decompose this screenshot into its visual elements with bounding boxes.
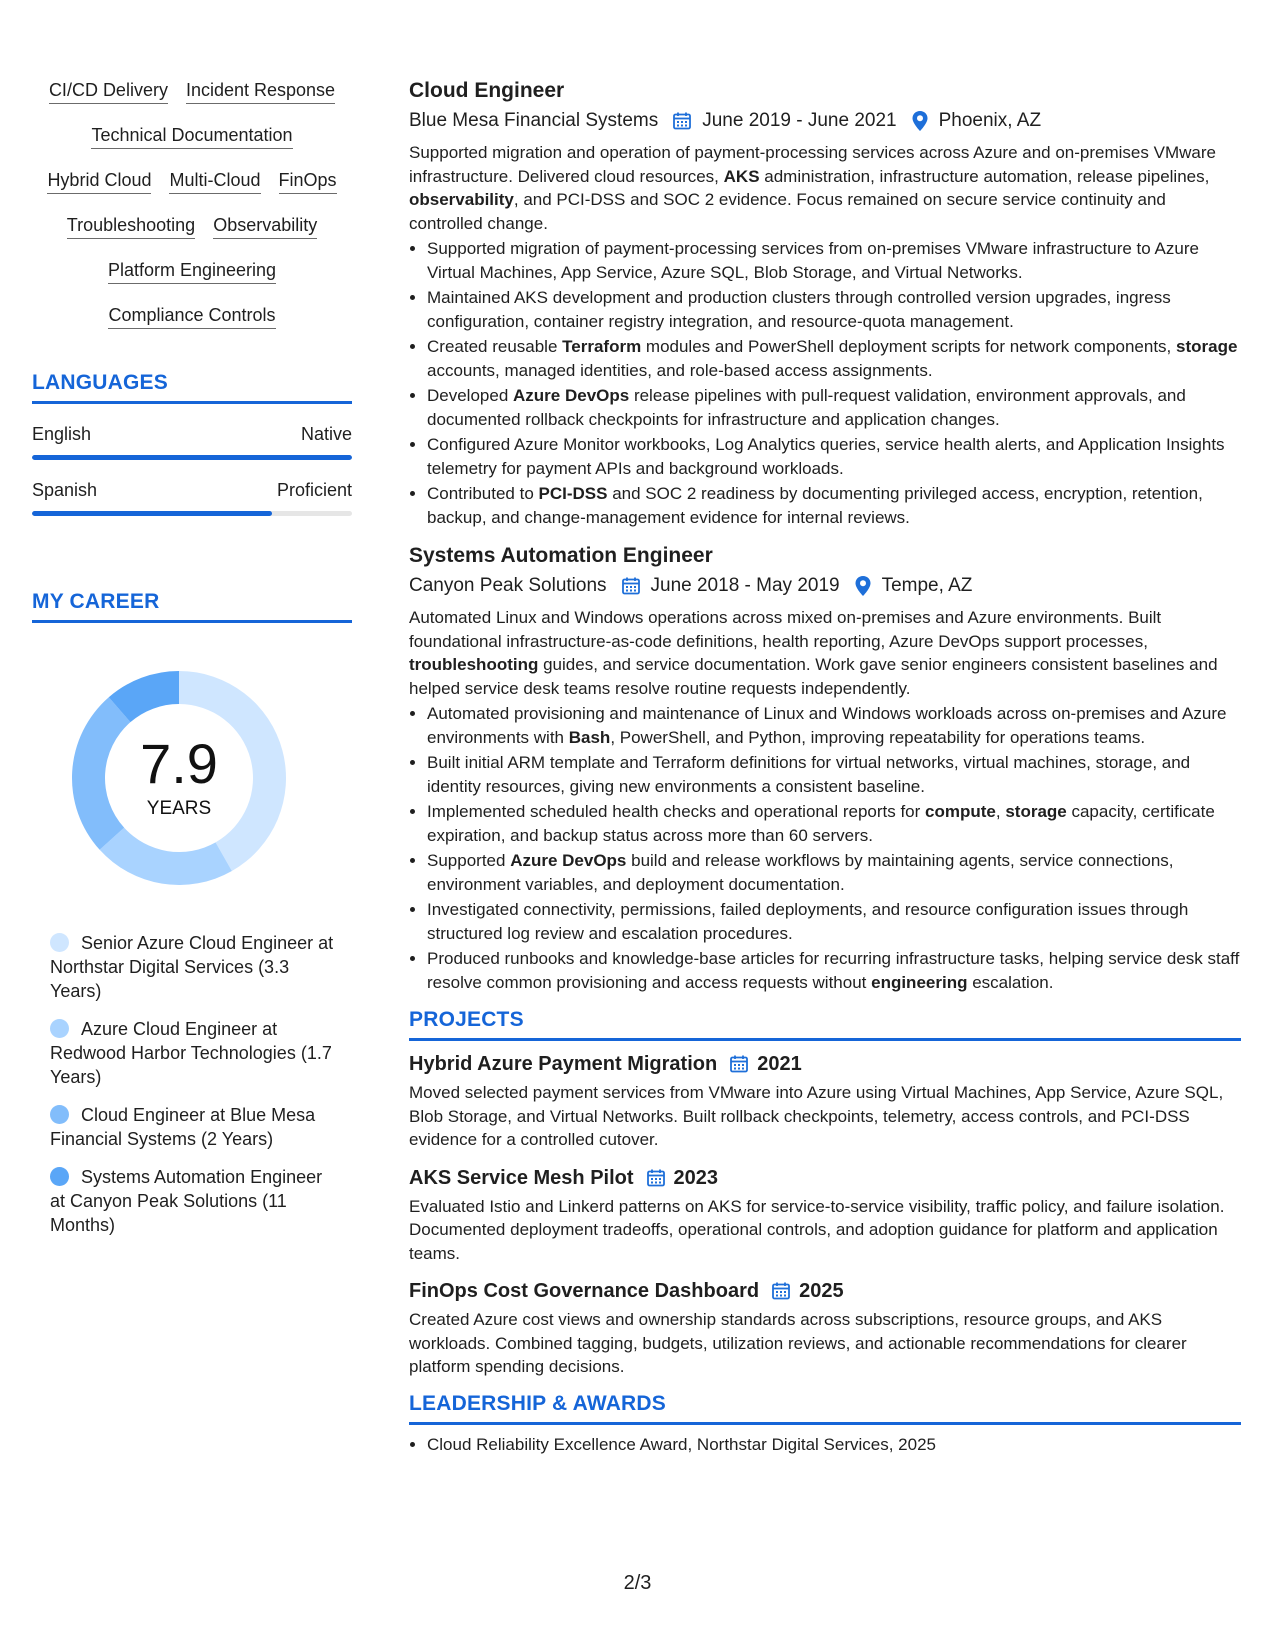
project-name: Hybrid Azure Payment Migration (409, 1053, 718, 1075)
job-meta (409, 109, 1241, 133)
location-pin-icon (911, 110, 929, 132)
job-bullet (427, 898, 1241, 945)
text-segment: Produced runbooks and knowledge-base articles for recurring infrastructure tasks, helping service desk staff resolve common provisioning and access requests without (427, 949, 1240, 992)
job-bullet (427, 335, 1241, 382)
calendar-icon (771, 1281, 791, 1301)
text-segment: Supported (427, 851, 511, 870)
job-bullet (427, 384, 1241, 431)
bold-text: Azure DevOps (510, 851, 627, 870)
awards-section (409, 1392, 1241, 1457)
project-header (409, 1278, 1241, 1304)
company-name: Blue Mesa Financial Systems (409, 110, 659, 131)
skill-tag: Incident Response (186, 78, 335, 104)
job-bullet (427, 800, 1241, 847)
projects-section (409, 1008, 1241, 1379)
legend-dot (50, 933, 69, 952)
project-header (409, 1051, 1241, 1077)
text-segment: modules and PowerShell deployment scripts for network components, (641, 337, 1177, 356)
job-bullet (427, 433, 1241, 480)
career-legend (50, 931, 335, 1237)
job-bullet (427, 482, 1241, 529)
legend-label: Systems Automation Engineer at Canyon Peak Solutions (11 Months) (50, 1167, 323, 1235)
text-segment: Supported migration and operation of payment-processing services across Azure and on-premises VMware infrastructure. Delivered cloud resources, (409, 143, 1216, 186)
bold-text: AKS (723, 166, 760, 186)
job-summary (409, 606, 1241, 700)
skill-tag: Multi-Cloud (169, 168, 260, 194)
calendar-icon (621, 576, 641, 596)
text-segment: Supported migration of payment-processing services from on-premises VMware infrastructure to Azure Virtual Machines, App Service, Azure SQL, Blob Storage, and Virtual Networks. (427, 239, 1199, 282)
job-bullet (427, 751, 1241, 798)
text-segment: Implemented scheduled health checks and operational reports for (427, 802, 926, 821)
text-segment: Created reusable (427, 337, 563, 356)
language-level: Proficient (276, 480, 352, 500)
legend-label: Azure Cloud Engineer at Redwood Harbor Technologies (1.7 Years) (50, 1019, 332, 1087)
legend-label: Senior Azure Cloud Engineer at Northstar Digital Services (3.3 Years) (50, 933, 334, 1001)
job-bullet (427, 237, 1241, 284)
project-header (409, 1165, 1241, 1191)
job-bullets (409, 237, 1241, 529)
skill-tag: Platform Engineering (108, 258, 276, 284)
language-name: Spanish (32, 480, 98, 500)
language-row (32, 424, 352, 445)
job-title: Systems Automation Engineer (409, 544, 713, 567)
skills-list (32, 78, 352, 329)
job-bullet (427, 286, 1241, 333)
text-segment: release pipelines with pull-request validation, environment approvals, and documented rollback checkpoints for infrastructure and application changes. (427, 386, 1186, 429)
job-summary (409, 141, 1241, 235)
project-description: Created Azure cost views and ownership standards across subscriptions, resource groups, and AKS workloads. Combined tagging, budgets, utilization reviews, and actionable recommendations for clearer platform spending decisions. (409, 1310, 1187, 1376)
skill-row (32, 168, 352, 194)
bold-text: storage (1005, 802, 1067, 821)
legend-item (50, 1103, 335, 1151)
main-content (409, 78, 1241, 1458)
job-dates: June 2018 - May 2019 (650, 575, 840, 596)
job-dates: June 2019 - June 2021 (702, 110, 897, 131)
text-segment: accounts, managed identities, and role-based access assignments. (427, 360, 933, 380)
calendar-icon (729, 1054, 749, 1074)
projects-heading: PROJECTS (409, 1008, 1241, 1041)
legend-dot (50, 1105, 69, 1124)
text-segment: Investigated connectivity, permissions, failed deployments, and resource configuration issues through structured log review and escalation procedures. (427, 900, 1189, 943)
skill-tag: Troubleshooting (67, 213, 195, 239)
legend-label: Cloud Engineer at Blue Mesa Financial Systems (2 Years) (50, 1105, 316, 1149)
project-name: FinOps Cost Governance Dashboard (409, 1280, 760, 1302)
job-entry (409, 78, 1241, 529)
language-level-fill (32, 455, 352, 460)
language-row (32, 480, 352, 501)
bold-text: troubleshooting (409, 655, 539, 674)
skill-row (32, 123, 352, 149)
project-description: Moved selected payment services from VMware into Azure using Virtual Machines, App Service, Azure SQL, Blob Storage, and Virtual Networks. Built rollback checkpoints, telemetry, access controls, and PCI-DSS evidence for a controlled cutover. (409, 1083, 1224, 1149)
career-donut-chart (64, 663, 294, 893)
legend-dot (50, 1019, 69, 1038)
bold-text: Bash (568, 727, 611, 747)
skill-tag: CI/CD Delivery (49, 78, 168, 104)
language-level-fill (32, 511, 272, 516)
project-year: 2023 (673, 1166, 719, 1189)
experience-list (409, 78, 1241, 994)
bold-text: engineering (871, 972, 968, 992)
project-year: 2025 (799, 1280, 844, 1302)
calendar-icon (672, 111, 692, 131)
legend-item (50, 1165, 335, 1237)
skill-row (32, 213, 352, 239)
job-entry (409, 543, 1241, 994)
skill-row (32, 258, 352, 284)
career-section (32, 590, 352, 1237)
text-segment: Contributed to (427, 484, 539, 503)
sidebar (32, 78, 352, 1251)
language-name: English (32, 424, 92, 444)
skill-tag: FinOps (279, 168, 337, 194)
job-meta (409, 574, 1241, 598)
text-segment: Automated Linux and Windows operations across mixed on-premises and Azure environments. Built foundational infrastructure-as-code definitions, health reporting, Azure DevOps support processes, (409, 608, 1162, 651)
languages-heading: LANGUAGES (32, 371, 352, 404)
text-segment: , (995, 802, 1006, 821)
skill-row (32, 78, 352, 104)
skill-tag: Compliance Controls (108, 303, 275, 329)
bold-text: Azure DevOps (513, 386, 630, 405)
bold-text: storage (1176, 337, 1238, 356)
skill-tag: Technical Documentation (91, 123, 292, 149)
page-number: 2/3 (623, 1572, 652, 1594)
bold-text: compute (925, 802, 996, 821)
job-bullet (427, 702, 1241, 749)
location-pin-icon (854, 575, 872, 597)
text-segment: administration, infrastructure automation, release pipelines, (759, 166, 1210, 186)
text-segment: and SOC 2 readiness by documenting privileged access, encryption, retention, backup, and change-management evidence for internal reviews. (427, 484, 1203, 527)
text-segment: escalation. (967, 972, 1054, 992)
text-segment: Configured Azure Monitor workbooks, Log Analytics queries, service health alerts, and Application Insights telemetry for payment APIs and background workloads. (427, 435, 1225, 478)
language-level-bar (32, 511, 352, 516)
bold-text: Terraform (562, 337, 642, 356)
text-segment: guides, and service documentation. Work gave senior engineers consistent baselines and helped service desk teams resolve routine requests independently. (409, 655, 1218, 698)
project-name: AKS Service Mesh Pilot (409, 1166, 634, 1189)
project-description: Evaluated Istio and Linkerd patterns on AKS for service-to-service visibility, traffic policy, and failure isolation. Documented deployment tradeoffs, operational controls, and adoption guidance for platform and application teams. (409, 1196, 1225, 1263)
text-segment: Developed (427, 386, 514, 405)
languages-section (32, 371, 352, 516)
job-location: Tempe, AZ (881, 575, 973, 596)
legend-item (50, 931, 335, 1003)
career-unit: YEARS (146, 798, 212, 819)
career-total: 7.9 (140, 732, 218, 795)
text-segment: Maintained AKS development and production clusters through controlled version upgrades, ingress configuration, container registry integration, and resource-quota management. (427, 288, 1171, 331)
calendar-icon (646, 1168, 666, 1188)
job-bullet (427, 849, 1241, 896)
language-level: Native (300, 424, 352, 444)
job-title: Cloud Engineer (409, 79, 565, 102)
text-segment: capacity, certificate expiration, and backup status across more than 60 servers. (427, 802, 1215, 845)
job-bullet (427, 947, 1241, 994)
bold-text: observability (409, 190, 514, 209)
skill-tag: Observability (213, 213, 317, 239)
project-year: 2021 (757, 1053, 802, 1075)
award-item: • Cloud Reliability Excellence Award, Northstar Digital Services, 2025 (427, 1433, 1241, 1457)
text-segment: Automated provisioning and maintenance of Linux and Windows workloads across on-premises and Azure environments with (427, 704, 1227, 747)
bold-text: PCI-DSS (538, 484, 608, 503)
legend-item (50, 1017, 335, 1089)
text-segment: Built initial ARM template and Terraform definitions for virtual networks, virtual machines, storage, and identity resources, giving new environments a consistent baseline. (427, 753, 1191, 796)
skill-row (32, 303, 352, 329)
legend-dot (50, 1167, 69, 1186)
job-bullets (409, 702, 1241, 994)
job-location: Phoenix, AZ (938, 110, 1042, 131)
career-heading: MY CAREER (32, 590, 352, 623)
language-level-bar (32, 455, 352, 460)
awards-heading: LEADERSHIP & AWARDS (409, 1392, 1241, 1425)
text-segment: build and release workflows by maintaining agents, service connections, environment variables, and deployment documentation. (427, 851, 1174, 894)
company-name: Canyon Peak Solutions (409, 575, 607, 596)
text-segment: , and PCI-DSS and SOC 2 evidence. Focus remained on secure service continuity and controlled change. (409, 190, 1166, 233)
skill-tag: Hybrid Cloud (47, 168, 151, 194)
text-segment: , PowerShell, and Python, improving repeatability for operations teams. (610, 727, 1146, 747)
